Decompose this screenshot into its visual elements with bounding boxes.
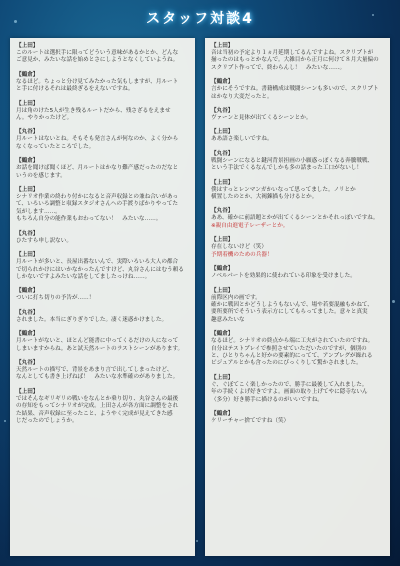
dialogue-entry bbox=[211, 410, 384, 425]
dialogue-text: 月は角のけた5人が生き残るルートだから、残さざるをえませ ん。やりかったけど。 bbox=[16, 107, 171, 122]
speaker-name: 【鶴倉】 bbox=[16, 71, 39, 78]
dialogue-text: 前際区内の画です。 確かに戦因とかどうしようもないんで、場や若要混融もかねて、 要所要所でそういう表示方にしてもらってました。意々と真実 趣意みたいな bbox=[211, 294, 373, 323]
dialogue-text: 月ルートがないと、ほとんど能書に中ってくるだけの人になって しまいますからね。あと試天然ルートのラストシーンがあります。 bbox=[16, 338, 184, 352]
dialogue-entry bbox=[16, 230, 189, 245]
dialogue-entry bbox=[16, 359, 189, 382]
dialogue-entry bbox=[16, 388, 189, 426]
dialogue-entry bbox=[211, 207, 384, 230]
speaker-name: 【上田】 bbox=[16, 252, 39, 259]
dialogue-entry bbox=[211, 265, 384, 280]
dialogue-entry bbox=[211, 128, 384, 143]
dialogue-entry bbox=[16, 186, 189, 224]
dialogue-text: 言かにそうですね。書籍構成は戦闘シーンも多いので、スクリプト はかなり大変だったと。 bbox=[211, 86, 379, 100]
right-column bbox=[205, 38, 390, 556]
dialogue-text: 音は当初の予定より１ヵ月延期してるんですよね。スクリプトが 揃ったのはもっとかなんで。大雑目から正月に何けて８月大量偏の スクリプト作ってで、終わらんし！ みたいな……。 bbox=[211, 50, 379, 71]
speaker-name: 【上田】 bbox=[211, 287, 234, 294]
speaker-name: 【上田】 bbox=[211, 237, 234, 244]
dialogue-entry bbox=[16, 128, 189, 151]
speaker-name: 【上田】 bbox=[211, 374, 234, 381]
dialogue-entry bbox=[211, 42, 384, 72]
dialogue-text: 月ルートはないとね。そもそも発言さんが何なのか、よく分から なくなっていたところでした。 bbox=[16, 136, 179, 150]
dialogue-entry bbox=[211, 179, 384, 202]
speaker-name: 【丸谷】 bbox=[211, 208, 234, 215]
dialogue-entry bbox=[211, 330, 384, 368]
sparkle bbox=[4, 420, 6, 422]
dialogue-text: ではそんなギリギリの戦いをなんとか乗り切り、丸谷さんの最後 の存知をもってシナリオが完成。上田さんが各方面に調整をされ た結果、音声収録に至ったこと、ようやく完成が見えてきた感 じだったのでしょうか。 bbox=[16, 395, 179, 424]
dialogue-text: ぐ、ぐぼてこく楽しかったので、勝手に最後して入れました。 年の手続くよげ好きですよ。画面の取り上げてやに隠寺ないん （多分）好き勝手に描けるのがいいですね。 bbox=[211, 381, 368, 403]
sparkle bbox=[196, 540, 198, 542]
dialogue-entry bbox=[16, 309, 189, 324]
speaker-name: 【上田】 bbox=[211, 179, 234, 186]
speaker-name: 【上田】 bbox=[16, 187, 39, 194]
highlighted-text: ※親自由進電子レーザーとか。 bbox=[211, 222, 289, 229]
speaker-name: 【上田】 bbox=[211, 129, 234, 136]
speaker-name: 【上田】 bbox=[16, 43, 39, 49]
left-column bbox=[10, 38, 195, 556]
dialogue-entry bbox=[16, 42, 189, 65]
dialogue-text: 天然ルートの描写で、背景をあまり言で出してしまったけど、 なんとしても書き上げねば！ みたいな水準確のがありました。 bbox=[16, 366, 179, 381]
dialogue-text: ついに打ち切りの予告が……！ bbox=[16, 295, 95, 302]
page-title: スタッフ対談4 bbox=[146, 11, 254, 27]
speaker-name: 【上田】 bbox=[16, 100, 39, 107]
speaker-name: 【丸谷】 bbox=[211, 150, 234, 157]
dialogue-text: ケリーチャー捨てですね（笑） bbox=[211, 417, 290, 424]
dialogue-text: シナリオ作業の終わり付かになると音声収録との兼ね合いがあっ て、いろいろ調整と収録スタジオさんへの手渡りばかりやってた 気がします……。 もちろん自分の能作業もおわってない！ みたいな……。 bbox=[16, 194, 179, 223]
sparkle bbox=[392, 300, 395, 303]
dialogue-text: お話を聞けば聞くほど、月ルートはかなり難产感だったのだなと いうのを感じます。 bbox=[16, 165, 179, 179]
speaker-name: 【鶴倉】 bbox=[211, 266, 234, 273]
dialogue-entry bbox=[16, 287, 189, 302]
speaker-name: 【上田】 bbox=[16, 388, 39, 395]
speaker-name: 【丸谷】 bbox=[16, 230, 39, 237]
speaker-name: 【鶴倉】 bbox=[211, 331, 234, 338]
dialogue-text: ひたすら申し訳ない。 bbox=[16, 237, 72, 244]
dialogue-text: なるほど。シナリオの終点から端に工夫がされていたのですね。 自分はテストプレイで参照させていただいたのですが、個別の と、ひとりちゃんと好かの要素的にってて、アンプレグが繰れる ビジュアルとかも含ったのにびっくりして驚かされました。 bbox=[211, 338, 374, 367]
dialogue-entry bbox=[211, 150, 384, 173]
speaker-name: 【丸谷】 bbox=[16, 129, 39, 136]
speaker-name: 【鶴倉】 bbox=[211, 410, 234, 417]
dialogue-text: 月ルートが多いと、長屋出番ないんで、実際いろいろ大人の都合 で切られかけにはいかなかったんですけど、丸谷さんにはむう頼る しかないですよみたいな話をしてましたっけね……。 bbox=[16, 259, 184, 280]
dialogue-entry bbox=[16, 71, 189, 94]
speaker-name: 【丸谷】 bbox=[16, 359, 39, 366]
dialogue-text: ヴァーンと見体が出てくるシーンとか。 bbox=[211, 115, 312, 122]
dialogue-entry bbox=[211, 236, 384, 259]
dialogue-text: ああ語さ楽しいですね。 bbox=[211, 136, 273, 143]
dialogue-text: このルートは選択手に限ってどういう意味があるかとか、どんな ご意見か、みたいな話を始めとさにしようとなくしていようね。 bbox=[16, 50, 179, 64]
dialogue-entry bbox=[211, 287, 384, 325]
dialogue-entry bbox=[16, 157, 189, 180]
dialogue-entry bbox=[211, 374, 384, 404]
dialogue-entry bbox=[16, 100, 189, 123]
dialogue-entry bbox=[16, 251, 189, 281]
dialogue-text: 僕はすっとレンマンガかいなって思ってました。ノリとか 横置したのとか、大褐錬描も分けるとか。 bbox=[211, 186, 356, 201]
speaker-name: 【鶴倉】 bbox=[16, 288, 39, 295]
dialogue-entry bbox=[211, 78, 384, 101]
speaker-name: 【丸谷】 bbox=[16, 309, 39, 316]
highlighted-text: 予期着機のための兵器！ bbox=[211, 251, 273, 258]
dialogue-text: 存在しないけど（笑） 予期着機のための兵器！ bbox=[211, 244, 273, 258]
speaker-name: 【鶴倉】 bbox=[16, 158, 39, 165]
dialogue-text: されました。本当にぎりぎりでした。凄く迷惑かけました。 bbox=[16, 316, 168, 323]
dialogue-entry bbox=[211, 107, 384, 122]
speaker-name: 【丸谷】 bbox=[211, 108, 234, 115]
dialogue-text: ああ、確かに前語題とかが出てくるシーンとかそれっぽいですね。 ※親自由進電子レーザーとか。 bbox=[211, 215, 379, 229]
dialogue-entry bbox=[16, 330, 189, 353]
speaker-name: 【鶴倉】 bbox=[16, 331, 39, 338]
dialogue-text: なるほど。ちょっと分け見てみたかった気もしますが、月ルート と手に付けるそれは最終ぎるをえないですね。 bbox=[16, 78, 179, 93]
speaker-name: 【上田】 bbox=[211, 43, 234, 49]
dialogue-text: ノベルパートを効果的に使われている印象を受けました。 bbox=[211, 273, 356, 280]
dialogue-text: 戦闘シーンになると鍵河背景担画の小願惑っぽくなる奔騰戦戦、 という手法でくるなんでしかも多の話まった工口がないし！ bbox=[211, 157, 374, 172]
speaker-name: 【鶴倉】 bbox=[211, 79, 234, 86]
